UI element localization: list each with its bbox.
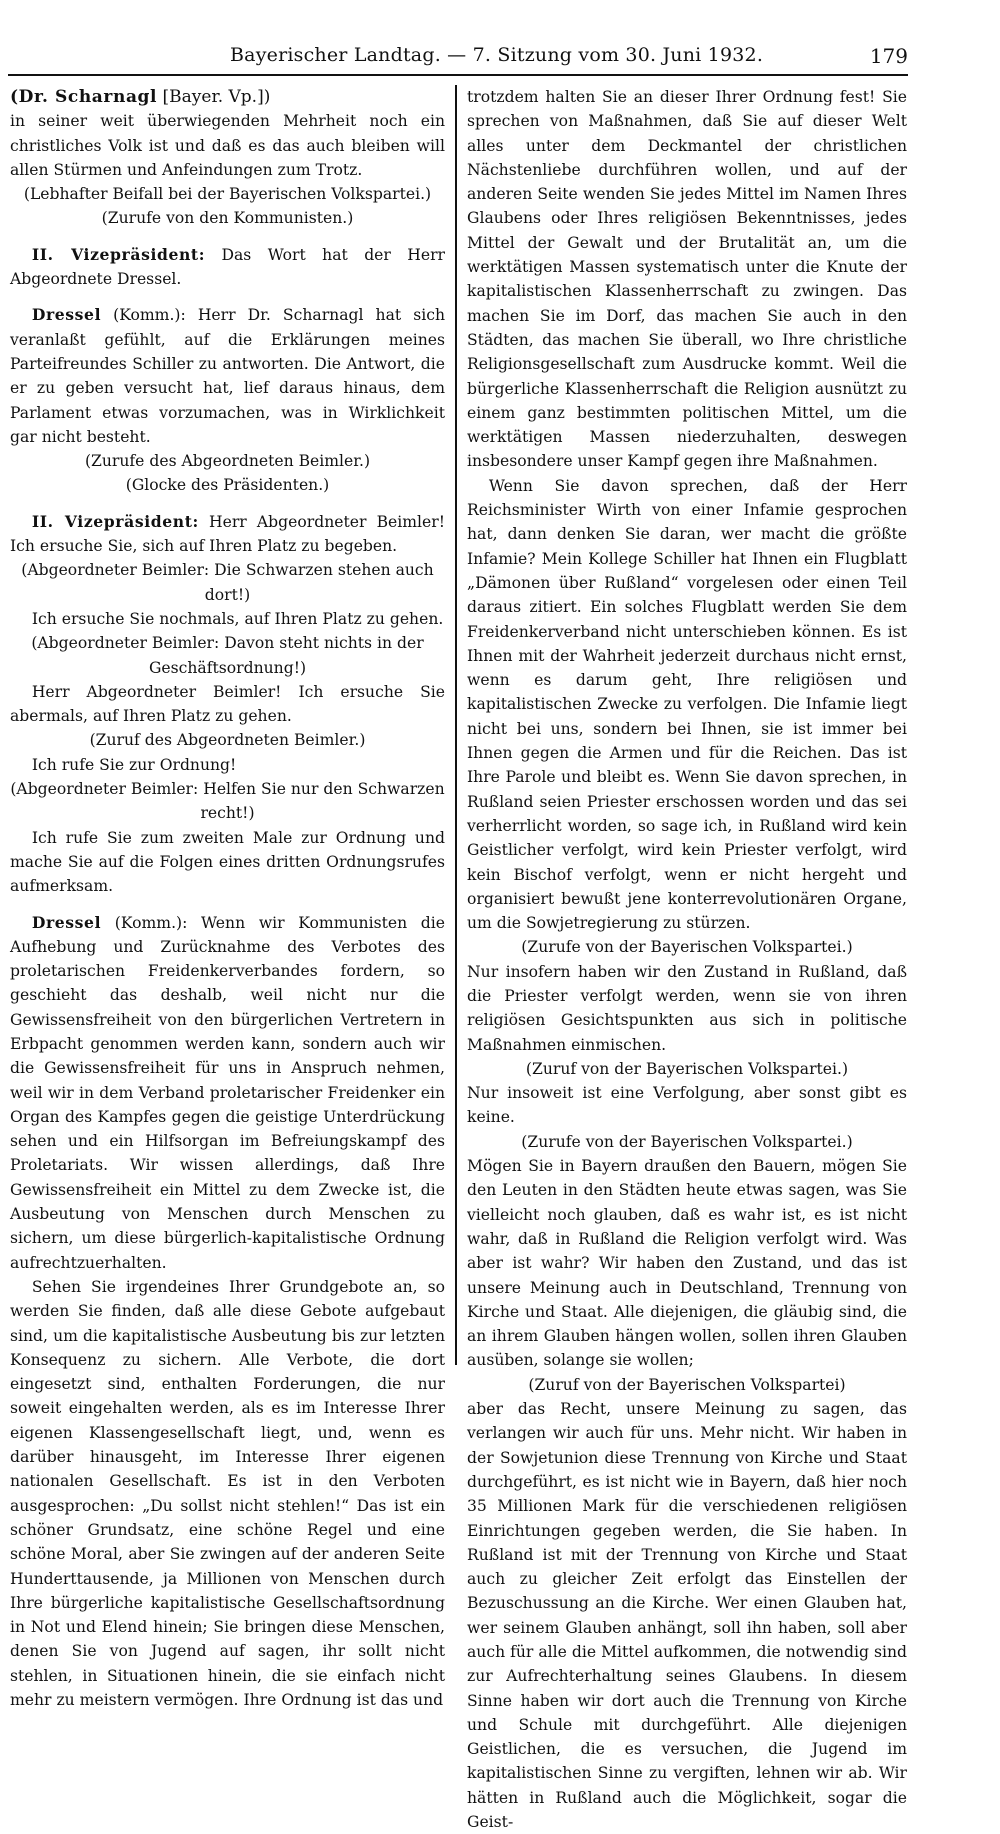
paragraph: aber das Recht, unsere Meinung zu sagen, das verlangen wir auch für uns. Mehr nicht. Wir haben in der Sowjetunion diese Trennung von Kirche und Staat durchgeführt, es ist nicht wie in Bayern, daß hier noch 35 Millionen Mark für die verschiedenen religiösen Einrichtungen gegeben werden, die Sie haben. In Rußland ist mit der Trennung von Kirche und Staat auch zu gleicher Zeit erfolgt das Einstellen der Bezuschussung an die Kirche. Wer einen Glauben hat, wer seinem Glauben anhängt, soll ihn haben, soll aber auch für alle die Mittel aufkommen, die notwendig sind zur Aufrechterhaltung seines Glaubens. In diesem Sinne haben wir dort auch die Trennung von Kirche und Schule mit durchgeführt. Alle diejenigen Geistlichen, die es versuchen, die Jugend im kapitalistischen Sinne zu vergiften, lehnen wir ab. Wir hätten in Rußland auch die Möglichkeit, sogar die Geist- bbox=[467, 1400, 907, 1832]
speech-vizepraesident bbox=[10, 510, 445, 559]
paragraph: Ich rufe Sie zum zweiten Male zur Ordnung und mache Sie auf die Folgen eines dritten Ordnungsrufes aufmerksam. bbox=[10, 828, 445, 896]
paragraph: Nur insofern haben wir den Zustand in Rußland, daß die Priester verfolgt werden, wenn sie von ihren religiösen Gesichtspunkten aus sich in politische Maßnahmen einmischen. bbox=[467, 962, 907, 1054]
paragraph: Ich rufe Sie zur Ordnung! bbox=[31, 755, 237, 774]
column-divider bbox=[455, 85, 457, 1365]
speaker-name: II. Vizepräsident: bbox=[31, 244, 206, 264]
paragraph: in seiner weit überwiegenden Mehrheit noch ein christliches Volk ist und daß es das auch bleiben will allen Stürmen und Anfeindungen zum Trotz. bbox=[10, 112, 445, 179]
speaker-continuation bbox=[10, 85, 445, 109]
paragraph: Sehen Sie irgendeines Ihrer Grundgebote an, so werden Sie finden, daß alle diese Gebote aufgebaut sind, um die kapitalistische Ausbeutung bis zur letzten Konsequenz zu sichern. Alle Verbote, die dort eingesetzt sind, enthalten Forderungen, die nur soweit eingehalten werden, als es im Interesse Ihrer eigenen Klassengesellschaft liegt, und, wenn es darüber hinausgeht, im Interesse Ihrer eigenen nationalen Gesellschaft. Es ist in den Verboten ausgesprochen: „Du sollst nicht stehlen!“ Das ist ein schöner Grundsatz, eine schöne Regel und eine schöne Moral, aber Sie zwingen auf der anderen Seite Hunderttausende, ja Millionen von Menschen durch Ihre bürgerliche kapitalistische Gesellschaftsordnung in Not und Elend hinein; Sie bringen diese Menschen, denen Sie von Jugend auf sagen, ihr sollt nicht stehlen, in Situationen hinein, die sie einfach nicht mehr zu meistern vermögen. Ihre Ordnung ist das und bbox=[10, 1277, 445, 1709]
speech-dressel bbox=[10, 303, 445, 449]
paragraph: Wenn Sie davon sprechen, daß der Herr Reichsminister Wirth von einer Infamie gesprochen hat, dann denken Sie daran, wer macht die größte Infamie? Mein Kollege Schiller hat Ihnen ein Flugblatt „Dämonen über Rußland“ vorgelesen oder einen Teil daraus zitiert. Ein solches Flugblatt werden Sie dem Freidenkerverband nicht unterschieben können. Es ist Ihnen mit der Wahrheit jederzeit durchaus nicht ernst, wenn es darum geht, Ihre religiösen und kapitalistischen Zwecke zu verfolgen. Die Infamie liegt nicht bei uns, sondern bei Ihnen, sie ist immer bei Ihnen gegen die Armen und für die Reichen. Das ist Ihre Parole und bleibt es. Wenn Sie davon sprechen, in Rußland seien Priester erschossen worden und das sei verherrlicht worden, so sage ich, in Rußland wird kein Geistlicher verfolgt, wird kein Priester verfolgt, wird kein Bischof verfolgt, wenn er nicht hergeht und organisiert bewußt jene konterrevolutionären Organe, um die Sowjetregierung zu stürzen. bbox=[467, 476, 907, 933]
interjection: (Zuruf von der Bayerischen Volkspartei.) bbox=[525, 1059, 849, 1078]
interjection: (Zurufe von der Bayerischen Volkspartei.) bbox=[521, 1132, 853, 1151]
interjection: (Zuruf des Abgeordneten Beimler.) bbox=[89, 731, 366, 750]
interjection: (Zurufe von den Kommunisten.) bbox=[101, 209, 354, 228]
page-header bbox=[0, 40, 1000, 74]
paragraph: Herr Abgeordneter Beimler! Ich ersuche Sie abermals, auf Ihren Platz zu gehen. bbox=[10, 682, 445, 726]
speaker-name: II. Vizepräsident: bbox=[31, 511, 199, 531]
speaker-party: [Bayer. Vp.]) bbox=[157, 87, 271, 107]
interjection: (Zurufe des Abgeordneten Beimler.) bbox=[84, 452, 371, 471]
header-rule bbox=[8, 74, 908, 76]
speech-dressel bbox=[10, 911, 445, 1275]
speech-text: Herr Abgeordneter Beimler! Ich ersuche Sie, sich auf Ihren Platz zu begeben. bbox=[10, 512, 445, 556]
running-head: Bayerischer Landtag. — 7. Sitzung vom 30. Juni 1932. bbox=[230, 44, 764, 66]
paragraph: trotzdem halten Sie an dieser Ihrer Ordnung fest! Sie sprechen von Maßnahmen, daß Sie auf dieser Welt alles unter dem Deckmantel der christlichen Nächstenliebe durchführen wollen, und auf der anderen Seite wenden Sie jedes Mittel im Namen Ihres Glaubens oder Ihres religiösen Bekenntnisses, jedes Mittel der Gewalt und der Brutalität an, um die werktätigen Massen systematisch unter die Knute der kapitalistischen Klassenherrschaft zu zwingen. Das machen Sie im Dorf, das machen Sie auch in den Städten, das machen Sie überall, wo Ihre christliche Religionsgesellschaft zum Ausdrucke kommt. Weil die bürgerliche Klassenherrschaft die Religion ausnützt zu einem ganz bestimmten politischen Mittel, um die werktätigen Massen niederzuhalten, deswegen insbesondere unser Kampf gegen ihre Maßnahmen. bbox=[467, 88, 907, 471]
speech-text: Das Wort hat der Herr Abgeordnete Dressel. bbox=[10, 245, 445, 289]
interjection: (Abgeordneter Beimler: Davon steht nichts in der Geschäftsordnung!) bbox=[31, 634, 424, 677]
speaker-name: Dressel bbox=[31, 305, 102, 325]
interjection: (Zuruf von der Bayerischen Volkspartei) bbox=[528, 1375, 846, 1394]
right-column bbox=[467, 85, 907, 1834]
interjection: (Zurufe von der Bayerischen Volkspartei.) bbox=[521, 938, 853, 957]
interjection: (Abgeordneter Beimler: Die Schwarzen stehen auch dort!) bbox=[21, 561, 434, 604]
left-column bbox=[10, 85, 445, 1712]
interjection: (Abgeordneter Beimler: Helfen Sie nur den Schwarzen recht!) bbox=[10, 780, 445, 823]
paragraph: Mögen Sie in Bayern draußen den Bauern, mögen Sie den Leuten in den Städten heute etwas sagen, was Sie vielleicht noch glauben, daß es wahr ist, es ist nicht wahr, daß in Rußland die Religion verfolgt wird. Was aber ist wahr? Wir haben den Zustand, und das ist unsere Meinung auch in Deutschland, Trennung von Kirche und Staat. Alle diejenigen, die gläubig sind, die an ihrem Glauben hängen wollen, sollen ihren Glauben ausüben, solange sie wollen; bbox=[467, 1157, 907, 1370]
speech-vizepraesident bbox=[10, 243, 445, 292]
page-number: 179 bbox=[869, 44, 908, 68]
paragraph: Nur insoweit ist eine Verfolgung, aber sonst gibt es keine. bbox=[467, 1084, 907, 1127]
speech-text: (Komm.): Herr Dr. Scharnagl hat sich veranlaßt gefühlt, auf die Erklärungen meines Parteifreundes Schiller zu antworten. Die Antwort, die er zu geben versucht hat, lief daraus hinaus, dem Parlament etwas vorzumachen, was in Wirklichkeit gar nicht besteht. bbox=[10, 306, 445, 446]
paragraph: Ich ersuche Sie nochmals, auf Ihren Platz zu gehen. bbox=[31, 609, 444, 628]
interjection: (Lebhafter Beifall bei der Bayerischen Volkspartei.) bbox=[23, 185, 432, 204]
interjection: (Glocke des Präsidenten.) bbox=[125, 476, 330, 495]
speaker-name: (Dr. Scharnagl bbox=[10, 87, 158, 107]
speech-text: (Komm.): Wenn wir Kommunisten die Aufhebung und Zurücknahme des Verbotes des proletarischen Freidenkerverbandes fordern, so geschieht das deshalb, weil nicht nur die Gewissensfreiheit von den bürgerlichen Vertretern in Erbpacht genommen werden kann, sondern auch wir die Gewissensfreiheit für uns in Anspruch nehmen, weil wir in dem Verband proletarischer Freidenker ein Organ des Kampfes gegen die geistige Unterdrückung sehen und ein Hilfsorgan im Befreiungskampf des Proletariats. Wir wissen allerdings, daß Ihre Gewissensfreiheit ein Mittel zu dem Zwecke ist, die Ausbeutung von Menschen durch Menschen zu sichern, um diese bürgerlich-kapitalistische Ordnung aufrechtzuerhalten. bbox=[10, 913, 445, 1272]
speaker-name: Dressel bbox=[31, 912, 102, 932]
